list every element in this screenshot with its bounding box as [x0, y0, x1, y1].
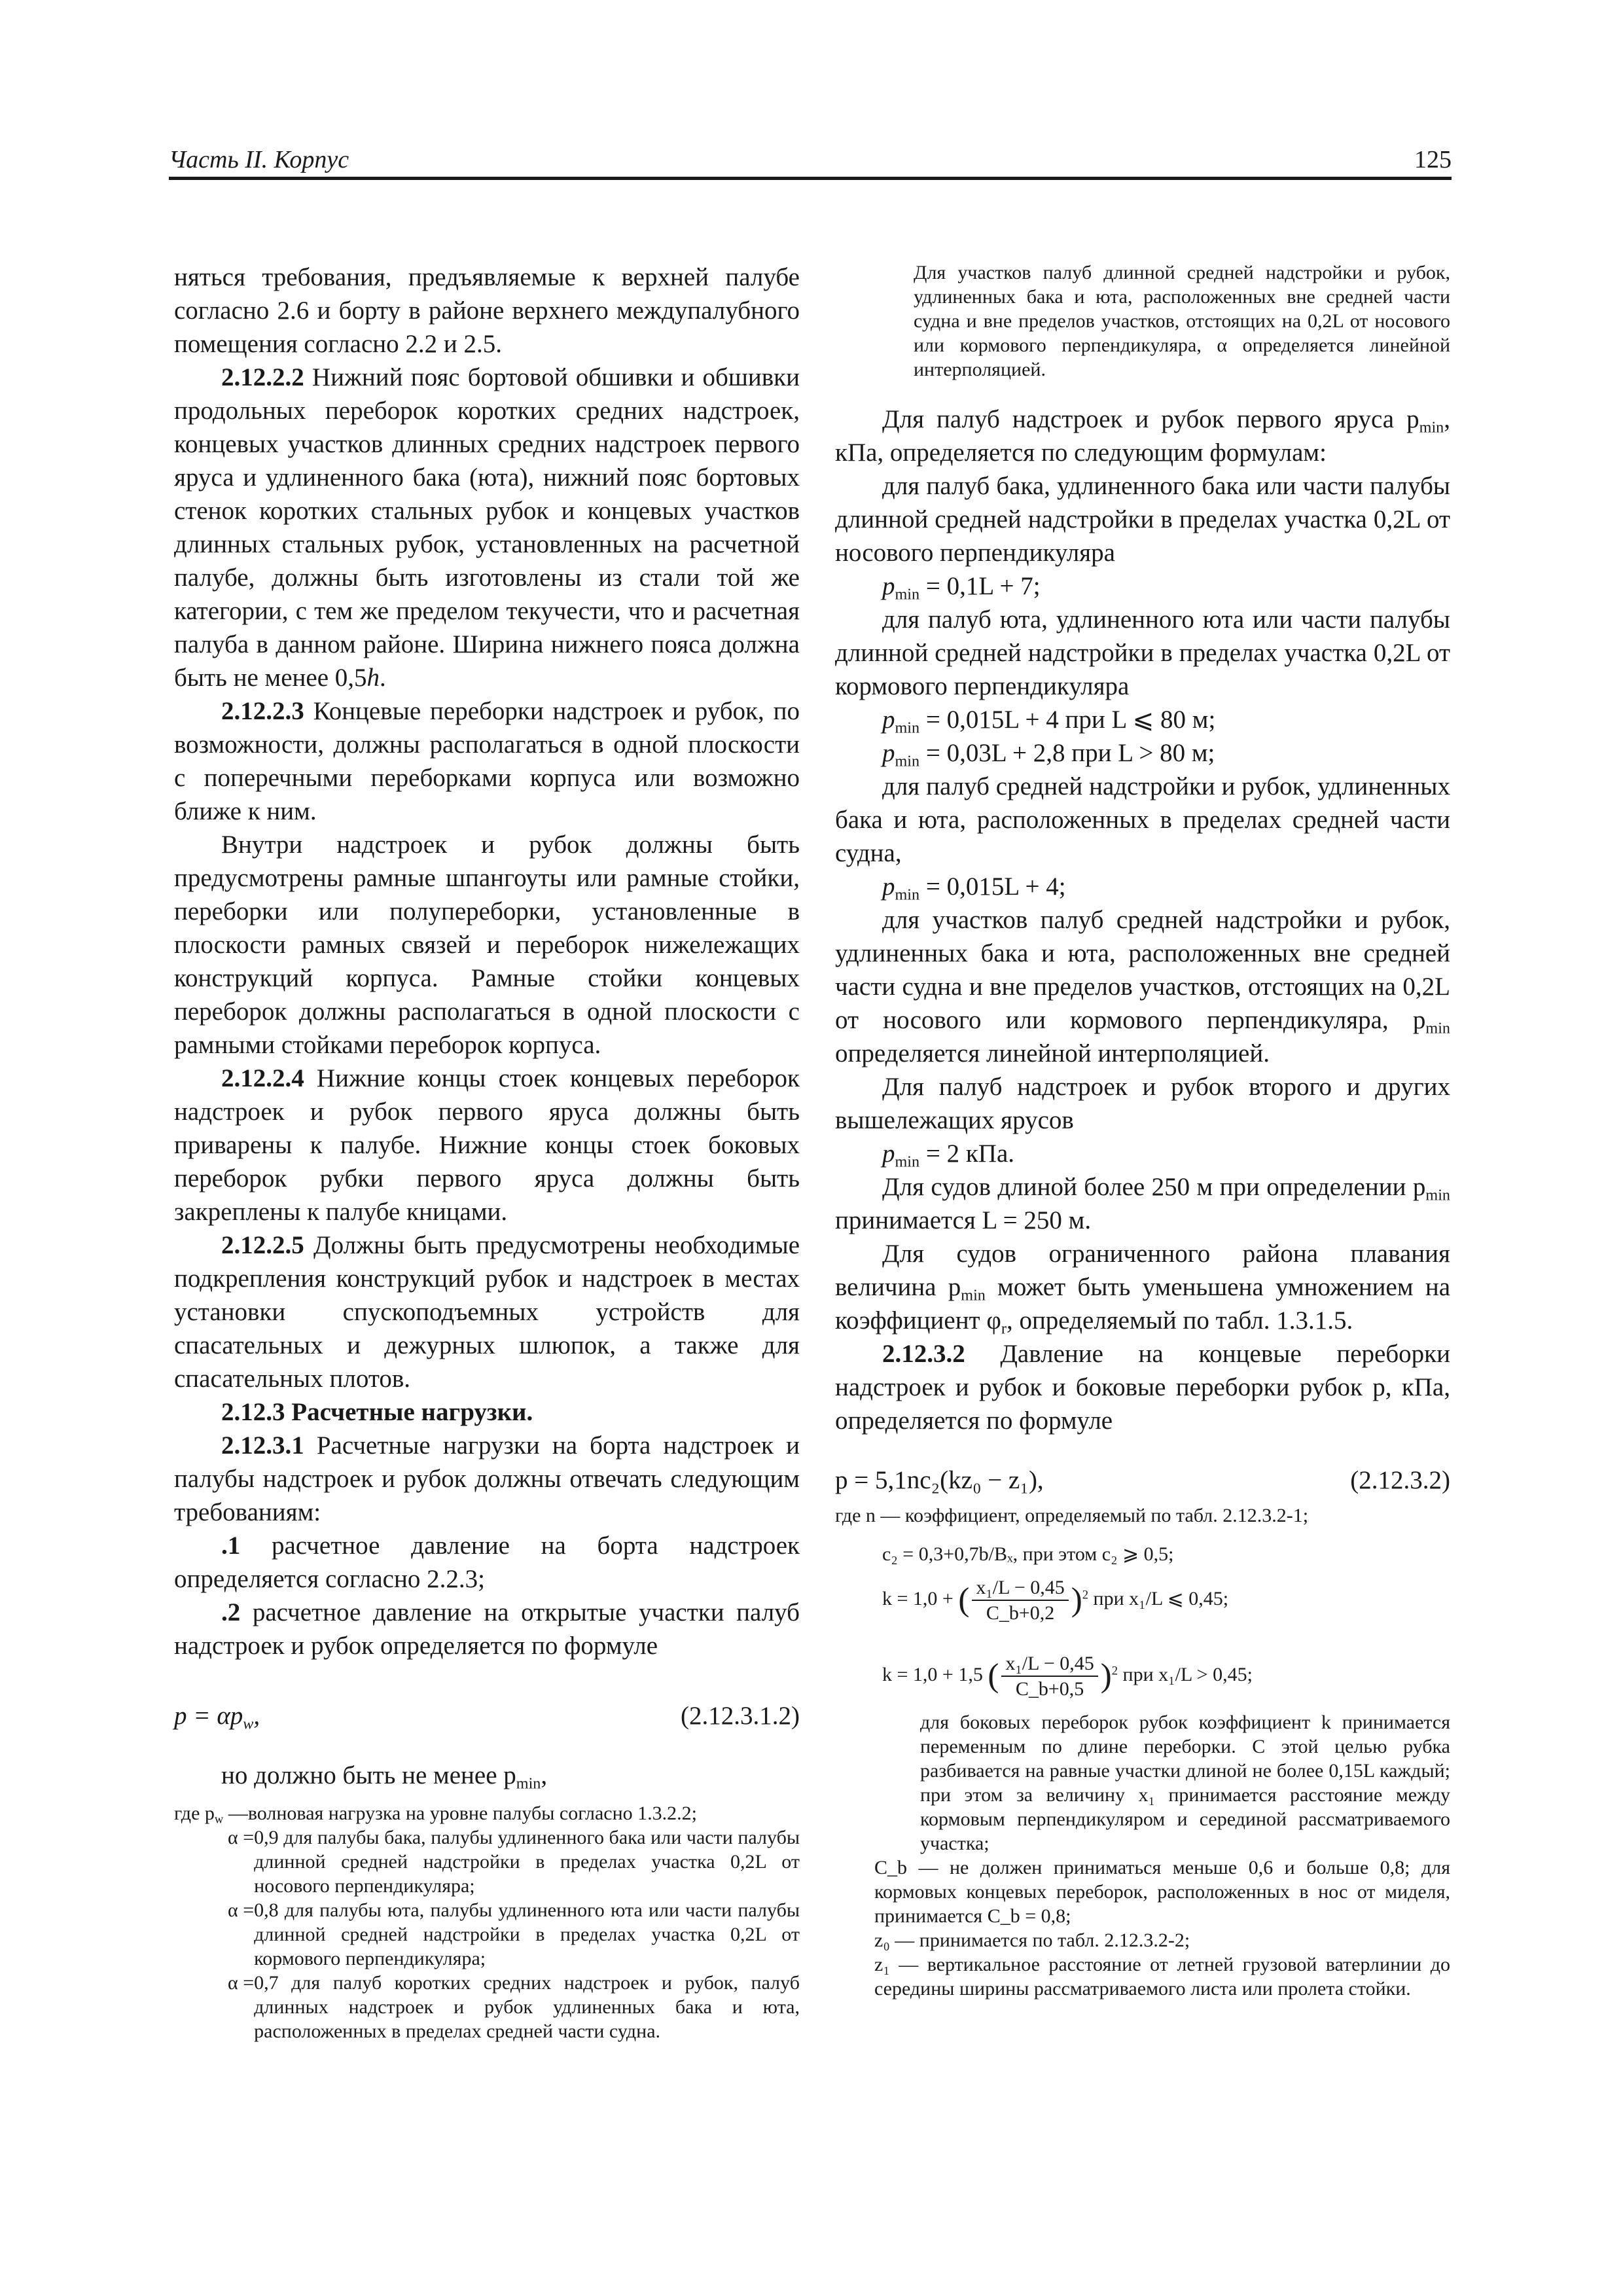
paragraph: 2.12.2.4 Нижние концы стоек концевых переборок надстроек и рубок первого яруса должны быть приварены к палубе. Нижние концы стоек боковых переборок рубки первого яруса должны быть закреплены к палубе кницами. [174, 1064, 800, 1226]
formula-number: (2.12.3.1.2) [681, 1702, 800, 1730]
formula-k1: k = 1,0 + ( $\frac{\text{x₁/L − 0,45}}{C\_b+0,2}$ )$^2$ при x₁/L ⩽ 0,45; [882, 1577, 1229, 1624]
paragraph: Для палуб надстроек и рубок второго и других вышележащих ярусов [835, 1073, 1450, 1134]
definition: α = 0,9 для палубы бака, палубы удлиненного бака или части палубы длинной средней надстройки в пределах участка 0,2L от носового перпендикуляра; [228, 1827, 800, 1897]
definitions-list [174, 1801, 800, 2043]
definition: C_b — не должен приниматься меньше 0,6 и больше 0,8; для кормовых концевых переборок, расположенных в нос от миделя, принимается C_b = 0,8; [874, 1857, 1450, 1927]
page-number: 125 [1414, 146, 1452, 173]
running-header [169, 145, 1452, 179]
paragraph: няться требования, предъявляемые к верхней палубе согласно 2.6 и борту в районе верхнего междупалубного помещения согласно 2.2 и 2.5. [174, 263, 800, 358]
note: Для участков палуб длинной средней надстройки и рубок, удлиненных бака и юта, расположенных вне средней части судна и вне пределов участков, отстоящих на 0,2L от носового или кормового перпендикуляра, α определяется линейной интерполяцией. [914, 262, 1450, 380]
paragraph: но должно быть не менее $p_{min}$, [221, 1761, 548, 1793]
definition: α = 0,8 для палубы юта, палубы удлиненного юта или части палубы длинной средней надстройки в пределах участка 0,2L от кормового перпендикуляра; [228, 1899, 800, 1969]
paragraph: 2.12.2.2 Нижний пояс бортовой обшивки и обшивки продольных переборок коротких средних надстроек, концевых участков длинных средних надстроек первого яруса и удлиненного бака (юта), нижний пояс бортовых стенок коротких стальных рубок и концевых участков длинных стальных рубок, установленных на расчетной палубе, должны быть изготовлены из стали той же категории, с тем же пределом текучести, что и расчетная палуба в данном районе. Ширина нижнего пояса должна быть не менее 0,5h. [174, 363, 800, 692]
header-part-title: Часть II. Корпус [169, 146, 349, 173]
definition: α = 0,7 для палуб коротких средних надстроек и рубок, палуб длинных надстроек и рубок удлиненных бака и юта, расположенных в пределах средней части судна. [228, 1972, 800, 2042]
paragraph: 2.12.2.5 Должны быть предусмотрены необходимые подкрепления конструкций рубок и надстроек в местах установки спускоподъемных устройств для спасательных и дежурных шлюпок, а также для спасательных плотов. [174, 1231, 800, 1393]
paragraph: Для палуб надстроек и рубок первого яруса $p_{min}$, кПа, определяется по следующим формулам: [835, 405, 1450, 467]
left-column [174, 260, 800, 2043]
paragraph: для палуб юта, удлиненного юта или части палубы длинной средней надстройки в пределах участка 0,2L от кормового перпендикуляра [835, 605, 1450, 700]
definitions-list [835, 1503, 1450, 2001]
paragraph: 2.12.2.3 Концевые переборки надстроек и рубок, по возможности, должны располагаться в одной плоскости с поперечными переборками корпуса или возможно ближе к ним. [174, 697, 800, 825]
definition: где $p_w$ — волновая нагрузка на уровне палубы согласно 1.3.2.2; [174, 1803, 697, 1827]
definition: для боковых переборок рубок коэффициент k принимается переменным по длине переборки. С этой целью рубка разбивается на равные участки длиной не более 0,15L каждый; при этом за величину x₁ принимается расстояние между кормовым перпендикуляром и серединой рассматриваемого участка; [920, 1712, 1450, 1854]
paragraph: .1 расчетное давление на борта надстроек определяется согласно 2.2.3; [174, 1532, 800, 1593]
formula: $p_{min} = 0,015L + 4$; [882, 872, 1066, 904]
paragraph: для палуб бака, удлиненного бака или части палубы длинной средней надстройки в пределах участка 0,2L от носового перпендикуляра [835, 472, 1450, 567]
formula-k2: k = 1,0 + 1,5 ( $\frac{\text{x₁/L − 0,45}}{C\_b+0,5}$ )$^2$ при x₁/L > 0,45; [882, 1653, 1253, 1700]
formula: $p_{min} = 0,1L + 7$; [882, 572, 1041, 603]
formula-number: (2.12.3.2) [1350, 1466, 1450, 1494]
definition: z₁ — вертикальное расстояние от летней грузовой ватерлинии до середины ширины рассматриваемого листа или пролета стойки. [874, 1954, 1450, 2000]
formula: $p_{min} = 0,015L + 4$ при L ⩽ 80 м; [882, 706, 1216, 737]
paragraph: 2.12.3.1 Расчетные нагрузки на борта надстроек и палубы надстроек и рубок должны отвечать следующим требованиям: [174, 1431, 800, 1526]
paragraph: Для судов длиной более 250 м при определении $p_{min}$ принимается L = 250 м. [835, 1173, 1450, 1234]
formula: $p_{min} = 2$ кПа. [882, 1139, 1015, 1171]
formula: p = 5,1nc₂(kz₀ − z₁), (2.12.3.2) [835, 1463, 1450, 1497]
paragraph: для палуб средней надстройки и рубок, удлиненных бака и юта, расположенных в пределах средней части судна, [835, 772, 1450, 867]
definition: c₂ = 0,3+0,7b/Bₓ, при этом c₂ ⩾ 0,5; [882, 1543, 1174, 1565]
section-heading: 2.12.3 Расчетные нагрузки. [221, 1398, 533, 1426]
paragraph: для участков палуб средней надстройки и рубок, удлиненных бака и юта, расположенных вне средней части судна и вне пределов участков, отстоящих на 0,2L от носового или кормового перпендикуляра, $p_{min}$ определяется линейной интерполяцией. [835, 906, 1450, 1067]
paragraph: 2.12.3.2 Давление на концевые переборки надстроек и рубок и боковые переборки рубок p, кПа, определяется по формуле [835, 1340, 1450, 1435]
definition: z₀ — принимается по табл. 2.12.3.2-2; [874, 1929, 1190, 1951]
formula: $p_{min} = 0,03L + 2,8$ при L > 80 м; [882, 739, 1215, 770]
header-rule [169, 177, 1452, 180]
formula: $p = \alpha p_w$, (2.12.3.1.2) [174, 1699, 800, 1732]
right-column [835, 260, 1450, 2001]
paragraph: Внутри надстроек и рубок должны быть предусмотрены рамные шпангоуты или рамные стойки, переборки или полупереборки, установленные в плоскости рамных связей и переборок нижележащих конструкций корпуса. Рамные стойки концевых переборок должны располагаться в одной плоскости с рамными стойками переборок корпуса. [174, 831, 800, 1059]
paragraph: .2 расчетное давление на открытые участки палуб надстроек и рубок определяется по формуле [174, 1598, 800, 1660]
paragraph: Для судов ограниченного района плавания величина $p_{min}$ может быть уменьшена умножением на коэффициент $\varphi_r$, определяемый по табл. 1.3.1.5. [835, 1240, 1451, 1338]
definition: где n — коэффициент, определяемый по табл. 2.12.3.2-1; [835, 1505, 1309, 1526]
